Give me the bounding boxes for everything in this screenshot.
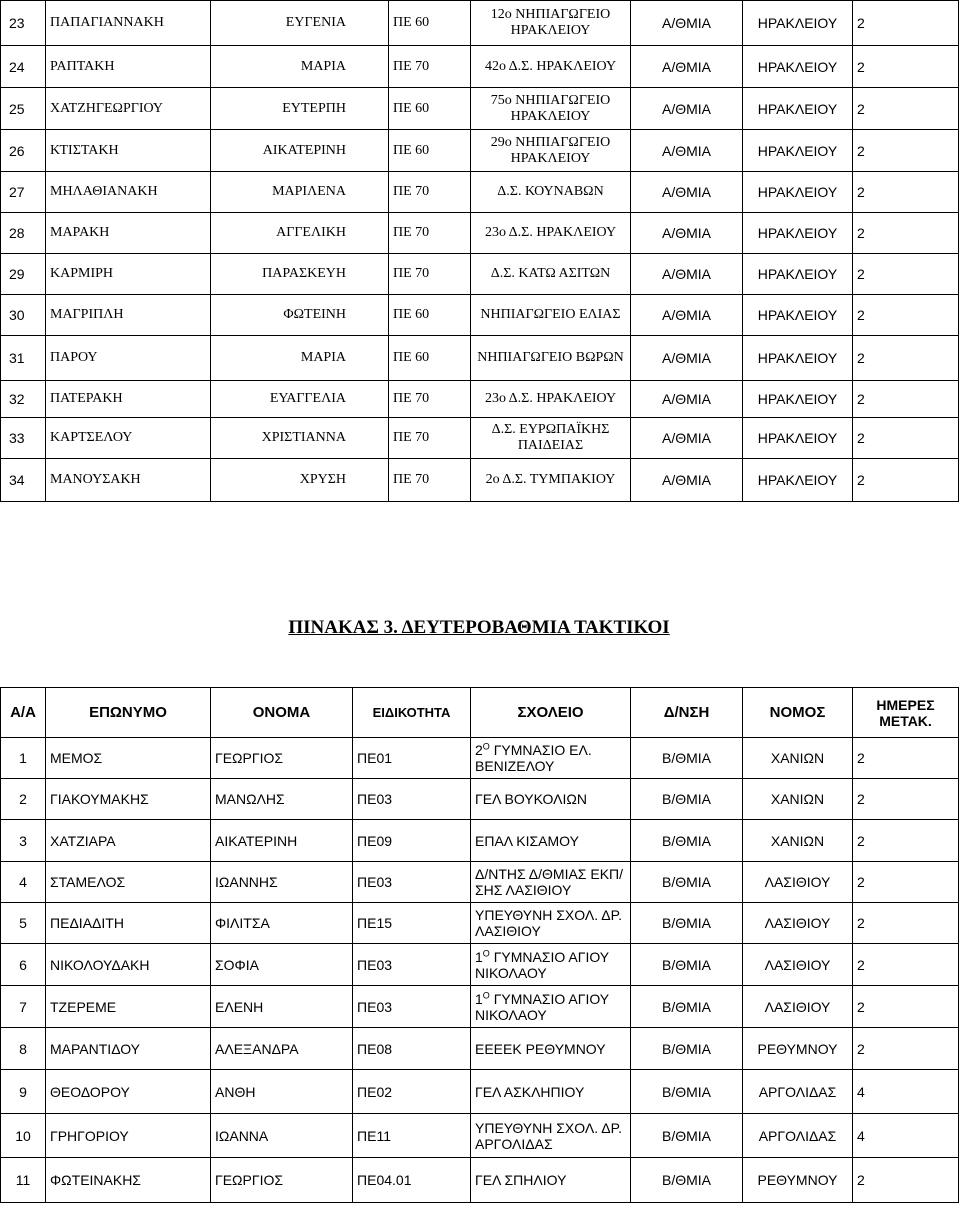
days-cell: 2 — [853, 820, 959, 862]
county-cell: ΡΕΘΥΜΝΟΥ — [743, 1028, 853, 1070]
county-cell: ΧΑΝΙΩΝ — [743, 779, 853, 820]
directorate-cell: Α/ΘΜΙΑ — [631, 1, 743, 46]
specialty-cell: ΠΕ15 — [353, 903, 471, 944]
surname-cell: ΤΖΕΡΕΜΕ — [46, 986, 211, 1028]
specialty-cell: ΠΕ03 — [353, 944, 471, 986]
school-cell: 29ο ΝΗΠΙΑΓΩΓΕΙΟ ΗΡΑΚΛΕΙΟΥ — [471, 130, 631, 172]
name-cell: ΕΥΤΕΡΠΗ — [211, 88, 389, 130]
directorate-cell: Α/ΘΜΙΑ — [631, 336, 743, 381]
specialty-cell: ΠΕ 70 — [389, 254, 471, 295]
specialty-cell: ΠΕ 70 — [389, 418, 471, 459]
name-cell: ΙΩΑΝΝΑ — [211, 1114, 353, 1158]
days-cell: 2 — [853, 295, 959, 336]
school-cell — [471, 944, 631, 986]
name-cell: ΓΕΩΡΓΙΟΣ — [211, 1158, 353, 1203]
col-header-name: ΟΝΟΜΑ — [211, 688, 353, 738]
days-cell: 2 — [853, 738, 959, 779]
days-cell: 2 — [853, 903, 959, 944]
county-cell: ΗΡΑΚΛΕΙΟΥ — [743, 130, 853, 172]
specialty-cell: ΠΕ02 — [353, 1070, 471, 1114]
directorate-cell: Β/ΘΜΙΑ — [631, 986, 743, 1028]
specialty-cell: ΠΕ 60 — [389, 336, 471, 381]
directorate-cell: Β/ΘΜΙΑ — [631, 1158, 743, 1203]
surname-cell: ΜΑΝΟΥΣΑΚΗ — [46, 459, 211, 502]
row-number: 23 — [1, 1, 46, 46]
county-cell: ΡΕΘΥΜΝΟΥ — [743, 1158, 853, 1203]
table-row — [1, 295, 959, 336]
school-cell — [471, 779, 631, 820]
school-cell — [471, 986, 631, 1028]
name-cell: ΕΥΓΕΝΙΑ — [211, 1, 389, 46]
table-row — [1, 254, 959, 295]
specialty-cell: ΠΕ01 — [353, 738, 471, 779]
county-cell: ΗΡΑΚΛΕΙΟΥ — [743, 381, 853, 418]
name-cell: ΧΡΙΣΤΙΑΝΝΑ — [211, 418, 389, 459]
row-number: 10 — [1, 1114, 46, 1158]
surname-cell: ΚΑΡΜΙΡΗ — [46, 254, 211, 295]
name-cell: ΑΙΚΑΤΕΡΙΝΗ — [211, 130, 389, 172]
days-cell: 2 — [853, 213, 959, 254]
county-cell: ΗΡΑΚΛΕΙΟΥ — [743, 295, 853, 336]
directorate-cell: Α/ΘΜΙΑ — [631, 46, 743, 88]
days-cell: 4 — [853, 1114, 959, 1158]
table-row — [1, 1, 959, 46]
specialty-cell: ΠΕ 70 — [389, 381, 471, 418]
school-name: ΕΠΑΛ ΚΙΣΑΜΟΥ — [475, 832, 579, 849]
school-cell: 75ο ΝΗΠΙΑΓΩΓΕΙΟ ΗΡΑΚΛΕΙΟΥ — [471, 88, 631, 130]
directorate-cell: Β/ΘΜΙΑ — [631, 779, 743, 820]
table-row — [1, 213, 959, 254]
school-cell — [471, 738, 631, 779]
name-cell: ΑΛΕΞΑΝΔΡΑ — [211, 1028, 353, 1070]
school-name: ΥΠΕΥΘΥΝΗ ΣΧΟΛ. ΔΡ. ΛΑΣΙΘΙΟΥ — [475, 907, 622, 939]
county-cell: ΗΡΑΚΛΕΙΟΥ — [743, 88, 853, 130]
name-cell: ΜΑΡΙΛΕΝΑ — [211, 172, 389, 213]
row-number: 3 — [1, 820, 46, 862]
col-header-days: ΗΜΕΡΕΣ ΜΕΤΑΚ. — [853, 688, 959, 738]
school-name: ΓΥΜΝΑΣΙΟ ΑΓΙΟΥ ΝΙΚΟΛΑΟΥ — [475, 990, 609, 1023]
school-cell: ΝΗΠΙΑΓΩΓΕΙΟ ΒΩΡΩΝ — [471, 336, 631, 381]
row-number: 26 — [1, 130, 46, 172]
days-cell: 2 — [853, 254, 959, 295]
days-cell: 2 — [853, 172, 959, 213]
table-row — [1, 46, 959, 88]
surname-cell: ΦΩΤΕΙΝΑΚΗΣ — [46, 1158, 211, 1203]
col-header-directorate: Δ/ΝΣΗ — [631, 688, 743, 738]
row-number: 27 — [1, 172, 46, 213]
row-number: 2 — [1, 779, 46, 820]
table-row — [1, 944, 959, 986]
school-name: ΓΕΛ ΒΟΥΚΟΛΙΩΝ — [475, 791, 587, 807]
school-cell: 12ο ΝΗΠΙΑΓΩΓΕΙΟ ΗΡΑΚΛΕΙΟΥ — [471, 1, 631, 46]
name-cell: ΜΑΡΙΑ — [211, 46, 389, 88]
directorate-cell: Β/ΘΜΙΑ — [631, 944, 743, 986]
name-cell: ΕΛΕΝΗ — [211, 986, 353, 1028]
days-cell: 2 — [853, 1158, 959, 1203]
table-row — [1, 336, 959, 381]
school-name: ΓΥΜΝΑΣΙΟ ΑΓΙΟΥ ΝΙΚΟΛΑΟΥ — [475, 948, 609, 981]
staff-table-secondary — [0, 687, 959, 1203]
row-number: 34 — [1, 459, 46, 502]
county-cell: ΛΑΣΙΘΙΟΥ — [743, 986, 853, 1028]
surname-cell: ΝΙΚΟΛΟΥΔΑΚΗ — [46, 944, 211, 986]
school-ordinal: 1 — [475, 948, 483, 965]
directorate-cell: Α/ΘΜΙΑ — [631, 418, 743, 459]
specialty-cell: ΠΕ 60 — [389, 1, 471, 46]
table-row — [1, 1158, 959, 1203]
school-name: Δ/ΝΤΗΣ Δ/ΘΜΙΑΣ ΕΚΠ/ΣΗΣ ΛΑΣΙΘΙΟΥ — [475, 866, 624, 898]
table-row — [1, 903, 959, 944]
school-cell — [471, 1114, 631, 1158]
table-row — [1, 986, 959, 1028]
row-number: 6 — [1, 944, 46, 986]
days-cell: 2 — [853, 1, 959, 46]
school-name: ΓΥΜΝΑΣΙΟ ΕΛ. ΒΕΝΙΖΕΛΟΥ — [475, 742, 592, 774]
col-header-specialty: ΕΙΔΙΚΟΤΗΤΑ — [353, 688, 471, 738]
county-cell: ΧΑΝΙΩΝ — [743, 820, 853, 862]
directorate-cell: Β/ΘΜΙΑ — [631, 1028, 743, 1070]
surname-cell: ΜΑΓΡΙΠΛΗ — [46, 295, 211, 336]
days-cell: 4 — [853, 1070, 959, 1114]
surname-cell: ΡΑΠΤΑΚΗ — [46, 46, 211, 88]
name-cell: ΓΕΩΡΓΙΟΣ — [211, 738, 353, 779]
school-cell: Δ.Σ. ΚΑΤΩ ΑΣΙΤΩΝ — [471, 254, 631, 295]
name-cell: ΦΩΤΕΙΝΗ — [211, 295, 389, 336]
days-cell: 2 — [853, 46, 959, 88]
surname-cell: ΚΑΡΤΣΕΛΟΥ — [46, 418, 211, 459]
name-cell: ΕΥΑΓΓΕΛΙΑ — [211, 381, 389, 418]
surname-cell: ΧΑΤΖΗΓΕΩΡΓΙΟΥ — [46, 88, 211, 130]
county-cell: ΑΡΓΟΛΙΔΑΣ — [743, 1114, 853, 1158]
staff-table-primary — [0, 0, 959, 502]
row-number: 4 — [1, 862, 46, 903]
section-heading: ΠΙΝΑΚΑΣ 3. ΔΕΥΤΕΡΟΒΑΘΜΙΑ ΤΑΚΤΙΚΟΙ — [288, 617, 670, 638]
school-name: ΓΕΛ ΣΠΗΛΙΟΥ — [475, 1172, 567, 1188]
directorate-cell: Α/ΘΜΙΑ — [631, 172, 743, 213]
row-number: 7 — [1, 986, 46, 1028]
specialty-cell: ΠΕ04.01 — [353, 1158, 471, 1203]
directorate-cell: Α/ΘΜΙΑ — [631, 295, 743, 336]
directorate-cell: Α/ΘΜΙΑ — [631, 130, 743, 172]
name-cell: ΣΟΦΙΑ — [211, 944, 353, 986]
table-header-row — [1, 688, 959, 738]
table-row — [1, 1114, 959, 1158]
county-cell: ΗΡΑΚΛΕΙΟΥ — [743, 213, 853, 254]
row-number: 33 — [1, 418, 46, 459]
surname-cell: ΣΤΑΜΕΛΟΣ — [46, 862, 211, 903]
table-row — [1, 862, 959, 903]
school-cell — [471, 1028, 631, 1070]
school-cell: Δ.Σ. ΚΟΥΝΑΒΩΝ — [471, 172, 631, 213]
school-ordinal-suffix: Ο — [482, 741, 490, 752]
school-cell — [471, 1070, 631, 1114]
row-number: 24 — [1, 46, 46, 88]
table-row — [1, 1070, 959, 1114]
directorate-cell: Α/ΘΜΙΑ — [631, 381, 743, 418]
school-ordinal-suffix: Ο — [482, 989, 490, 1000]
surname-cell: ΠΕΔΙΑΔΙΤΗ — [46, 903, 211, 944]
name-cell: ΦΙΛΙΤΣΑ — [211, 903, 353, 944]
surname-cell: ΠΑΡΟΥ — [46, 336, 211, 381]
days-cell: 2 — [853, 779, 959, 820]
school-cell: 23ο Δ.Σ. ΗΡΑΚΛΕΙΟΥ — [471, 381, 631, 418]
table-row — [1, 820, 959, 862]
col-header-school: ΣΧΟΛΕΙΟ — [471, 688, 631, 738]
col-header-num: Α/Α — [1, 688, 46, 738]
name-cell: ΙΩΑΝΝΗΣ — [211, 862, 353, 903]
row-number: 25 — [1, 88, 46, 130]
school-cell: ΝΗΠΙΑΓΩΓΕΙΟ ΕΛΙΑΣ — [471, 295, 631, 336]
directorate-cell: Α/ΘΜΙΑ — [631, 88, 743, 130]
school-name: ΥΠΕΥΘΥΝΗ ΣΧΟΛ. ΔΡ. ΑΡΓΟΛΙΔΑΣ — [475, 1119, 622, 1152]
specialty-cell: ΠΕ 60 — [389, 295, 471, 336]
days-cell: 2 — [853, 88, 959, 130]
table-row — [1, 172, 959, 213]
days-cell: 2 — [853, 459, 959, 502]
col-header-surname: ΕΠΩΝΥΜΟ — [46, 688, 211, 738]
county-cell: ΛΑΣΙΘΙΟΥ — [743, 862, 853, 903]
county-cell: ΗΡΑΚΛΕΙΟΥ — [743, 254, 853, 295]
surname-cell: ΚΤΙΣΤΑΚΗ — [46, 130, 211, 172]
table-row — [1, 459, 959, 502]
surname-cell: ΜΑΡΑΝΤΙΔΟΥ — [46, 1028, 211, 1070]
row-number: 30 — [1, 295, 46, 336]
school-name: ΓΕΛ ΑΣΚΛΗΠΙΟΥ — [475, 1083, 585, 1100]
school-ordinal: 2 — [475, 742, 483, 758]
directorate-cell: Β/ΘΜΙΑ — [631, 862, 743, 903]
days-cell: 2 — [853, 1028, 959, 1070]
table-row — [1, 1028, 959, 1070]
surname-cell: ΓΙΑΚΟΥΜΑΚΗΣ — [46, 779, 211, 820]
days-cell: 2 — [853, 336, 959, 381]
days-cell: 2 — [853, 130, 959, 172]
school-cell — [471, 1158, 631, 1203]
table-row — [1, 738, 959, 779]
row-number: 11 — [1, 1158, 46, 1203]
county-cell: ΧΑΝΙΩΝ — [743, 738, 853, 779]
directorate-cell: Β/ΘΜΙΑ — [631, 1070, 743, 1114]
days-cell: 2 — [853, 418, 959, 459]
name-cell: ΑΝΘΗ — [211, 1070, 353, 1114]
surname-cell: ΧΑΤΖΙΑΡΑ — [46, 820, 211, 862]
name-cell: ΜΑΝΩΛΗΣ — [211, 779, 353, 820]
directorate-cell: Α/ΘΜΙΑ — [631, 254, 743, 295]
row-number: 32 — [1, 381, 46, 418]
directorate-cell: Β/ΘΜΙΑ — [631, 738, 743, 779]
table-row — [1, 381, 959, 418]
school-cell — [471, 903, 631, 944]
county-cell: ΗΡΑΚΛΕΙΟΥ — [743, 1, 853, 46]
surname-cell: ΓΡΗΓΟΡΙΟΥ — [46, 1114, 211, 1158]
specialty-cell: ΠΕ11 — [353, 1114, 471, 1158]
col-header-county: ΝΟΜΟΣ — [743, 688, 853, 738]
specialty-cell: ΠΕ 70 — [389, 459, 471, 502]
county-cell: ΛΑΣΙΘΙΟΥ — [743, 903, 853, 944]
school-cell — [471, 820, 631, 862]
specialty-cell: ΠΕ 70 — [389, 213, 471, 254]
specialty-cell: ΠΕ 60 — [389, 88, 471, 130]
name-cell: ΑΙΚΑΤΕΡΙΝΗ — [211, 820, 353, 862]
specialty-cell: ΠΕ 70 — [389, 46, 471, 88]
directorate-cell: Β/ΘΜΙΑ — [631, 1114, 743, 1158]
table-row — [1, 130, 959, 172]
school-cell — [471, 862, 631, 903]
county-cell: ΗΡΑΚΛΕΙΟΥ — [743, 46, 853, 88]
specialty-cell: ΠΕ03 — [353, 986, 471, 1028]
school-ordinal: 1 — [475, 990, 483, 1007]
name-cell: ΧΡΥΣΗ — [211, 459, 389, 502]
school-name: ΕΕΕΕΚ ΡΕΘΥΜΝΟΥ — [475, 1040, 606, 1057]
school-cell: Δ.Σ. ΕΥΡΩΠΑΪΚΗΣ ΠΑΙΔΕΙΑΣ — [471, 418, 631, 459]
surname-cell: ΠΑΠΑΓΙΑΝΝΑΚΗ — [46, 1, 211, 46]
directorate-cell: Α/ΘΜΙΑ — [631, 459, 743, 502]
row-number: 5 — [1, 903, 46, 944]
directorate-cell: Β/ΘΜΙΑ — [631, 820, 743, 862]
county-cell: ΗΡΑΚΛΕΙΟΥ — [743, 418, 853, 459]
school-cell: 23ο Δ.Σ. ΗΡΑΚΛΕΙΟΥ — [471, 213, 631, 254]
days-cell: 2 — [853, 381, 959, 418]
days-cell: 2 — [853, 986, 959, 1028]
surname-cell: ΜΗΛΑΘΙΑΝΑΚΗ — [46, 172, 211, 213]
row-number: 1 — [1, 738, 46, 779]
school-cell: 42ο Δ.Σ. ΗΡΑΚΛΕΙΟΥ — [471, 46, 631, 88]
county-cell: ΗΡΑΚΛΕΙΟΥ — [743, 459, 853, 502]
county-cell: ΛΑΣΙΘΙΟΥ — [743, 944, 853, 986]
row-number: 29 — [1, 254, 46, 295]
county-cell: ΗΡΑΚΛΕΙΟΥ — [743, 336, 853, 381]
row-number: 31 — [1, 336, 46, 381]
school-cell: 2ο Δ.Σ. ΤΥΜΠΑΚΙΟΥ — [471, 459, 631, 502]
days-cell: 2 — [853, 944, 959, 986]
specialty-cell: ΠΕ03 — [353, 862, 471, 903]
specialty-cell: ΠΕ03 — [353, 779, 471, 820]
specialty-cell: ΠΕ08 — [353, 1028, 471, 1070]
table-row — [1, 779, 959, 820]
specialty-cell: ΠΕ 60 — [389, 130, 471, 172]
surname-cell: ΘΕΟΔΟΡΟΥ — [46, 1070, 211, 1114]
days-cell: 2 — [853, 862, 959, 903]
surname-cell: ΜΕΜΟΣ — [46, 738, 211, 779]
specialty-cell: ΠΕ09 — [353, 820, 471, 862]
surname-cell: ΜΑΡΑΚΗ — [46, 213, 211, 254]
name-cell: ΠΑΡΑΣΚΕΥΗ — [211, 254, 389, 295]
table-row — [1, 88, 959, 130]
surname-cell: ΠΑΤΕΡΑΚΗ — [46, 381, 211, 418]
directorate-cell: Β/ΘΜΙΑ — [631, 903, 743, 944]
row-number: 9 — [1, 1070, 46, 1114]
county-cell: ΗΡΑΚΛΕΙΟΥ — [743, 172, 853, 213]
name-cell: ΑΓΓΕΛΙΚΗ — [211, 213, 389, 254]
row-number: 8 — [1, 1028, 46, 1070]
directorate-cell: Α/ΘΜΙΑ — [631, 213, 743, 254]
specialty-cell: ΠΕ 70 — [389, 172, 471, 213]
name-cell: ΜΑΡΙΑ — [211, 336, 389, 381]
table-row — [1, 418, 959, 459]
county-cell: ΑΡΓΟΛΙΔΑΣ — [743, 1070, 853, 1114]
school-ordinal-suffix: Ο — [482, 947, 490, 958]
row-number: 28 — [1, 213, 46, 254]
